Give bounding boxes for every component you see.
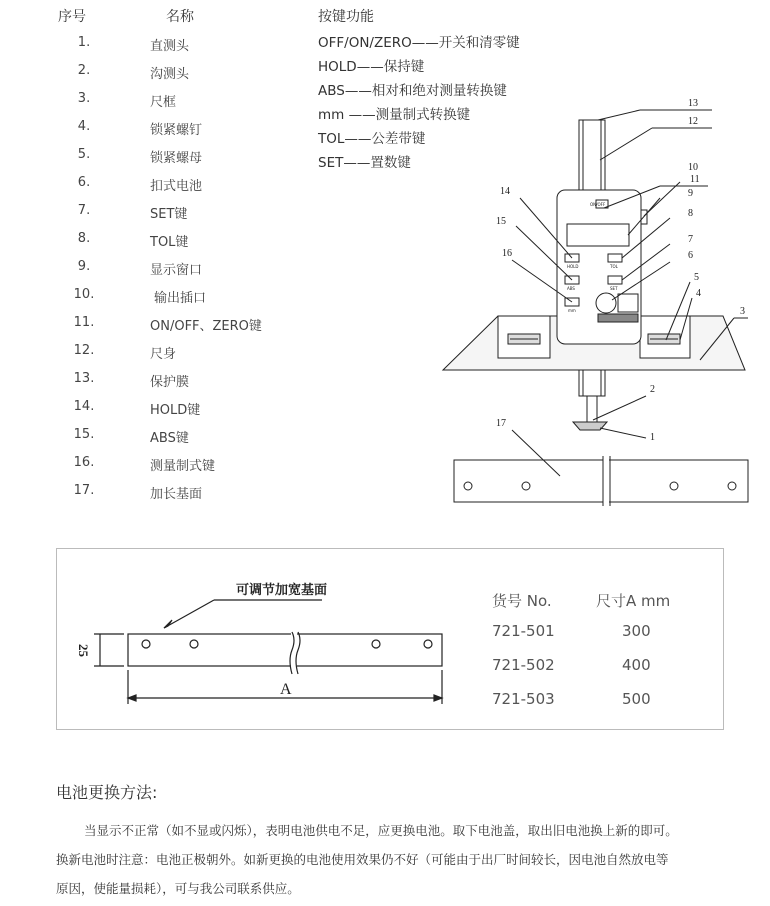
part-name: 显示窗口 xyxy=(150,263,203,278)
callout-15: 15 xyxy=(496,216,506,227)
part-no: 3. xyxy=(77,91,91,106)
spec-no: 721-502 xyxy=(492,656,555,674)
callout-3: 3 xyxy=(740,306,745,317)
callout-5: 5 xyxy=(694,272,699,283)
callout-16: 16 xyxy=(502,248,512,259)
part-name: 测量制式键 xyxy=(150,459,216,474)
part-name: TOL键 xyxy=(150,235,189,250)
spec-no: 721-501 xyxy=(492,622,555,640)
callout-1: 1 xyxy=(650,432,655,443)
part-name: 锁紧螺钉 xyxy=(150,123,203,138)
callout-2: 2 xyxy=(650,384,655,395)
part-no: 12. xyxy=(73,343,95,358)
callout-8: 8 xyxy=(688,208,693,219)
key-function-line: ABS——相对和绝对测量转换键 xyxy=(318,83,507,99)
extension-base-label: 可调节加宽基面 xyxy=(236,582,328,597)
set-button xyxy=(608,276,622,284)
callout-7: 7 xyxy=(688,234,693,245)
part-no: 6. xyxy=(77,175,91,190)
spec-size: 300 xyxy=(622,622,651,640)
part-no: 8. xyxy=(77,231,91,246)
callout-10: 10 xyxy=(688,162,698,173)
callout-14: 14 xyxy=(500,186,510,197)
set-label: SET xyxy=(610,286,618,291)
callout-12: 12 xyxy=(688,116,698,127)
battery-section-title: 电池更换方法: xyxy=(56,783,158,802)
mm-label: mm xyxy=(568,308,576,313)
on-off-label: ON/OFF xyxy=(590,202,606,207)
part-name: ON/OFF、ZERO键 xyxy=(150,319,262,334)
key-function-line: OFF/ON/ZERO——开关和清零键 xyxy=(318,35,520,51)
part-name: 直测头 xyxy=(150,39,190,54)
key-functions-title: 按键功能 xyxy=(318,9,374,25)
spec-col2-header: 尺寸A mm xyxy=(596,592,671,610)
tol-label: TOL xyxy=(610,264,618,269)
callout-6: 6 xyxy=(688,250,693,261)
part-no: 15. xyxy=(73,427,95,442)
part-name: 保护膜 xyxy=(150,375,190,390)
part-no: 13. xyxy=(73,371,95,386)
battery-paragraph-line: 换新电池时注意：电池正极朝外。如新更换的电池使用效果仍不好（可能由于出厂时间较长，因电池自然放电等 xyxy=(56,852,669,867)
part-name: 锁紧螺母 xyxy=(150,151,203,166)
parts-header-no: 序号 xyxy=(58,9,86,25)
part-no: 11. xyxy=(73,315,95,330)
part-no: 5. xyxy=(77,147,91,162)
part-no: 16. xyxy=(73,455,95,470)
part-no: 17. xyxy=(73,483,95,498)
part-name: ABS键 xyxy=(150,431,189,446)
abs-label: ABS xyxy=(567,286,575,291)
part-name: 沟测头 xyxy=(150,67,190,82)
callout-17: 17 xyxy=(496,418,506,429)
spec-size: 400 xyxy=(622,656,651,674)
spec-no: 721-503 xyxy=(492,690,555,708)
part-no: 14. xyxy=(73,399,95,414)
part-name: 加长基面 xyxy=(150,487,203,502)
tol-button xyxy=(608,254,622,262)
spec-size: 500 xyxy=(622,690,651,708)
callout-9: 9 xyxy=(688,188,693,199)
extension-base xyxy=(454,460,748,502)
part-no: 7. xyxy=(77,203,91,218)
callout-11: 11 xyxy=(690,174,700,185)
part-no: 10. xyxy=(73,287,95,302)
part-name: HOLD键 xyxy=(150,403,201,418)
part-no: 4. xyxy=(77,119,91,134)
part-name: 尺身 xyxy=(150,347,177,362)
part-name: 扣式电池 xyxy=(150,179,203,194)
key-function-line: SET——置数键 xyxy=(318,155,411,171)
battery-paragraph-line: 原因，使能量损耗），可与我公司联系供应。 xyxy=(56,881,300,896)
parts-header-name: 名称 xyxy=(166,9,194,25)
part-name: 输出插口 xyxy=(154,291,207,306)
height-dimension: 25 xyxy=(76,644,91,657)
part-name: 尺框 xyxy=(150,95,177,110)
part-no: 2. xyxy=(77,63,91,78)
callout-13: 13 xyxy=(688,98,698,109)
battery xyxy=(596,293,616,313)
key-function-line: HOLD——保持键 xyxy=(318,59,425,75)
key-function-line: mm ——测量制式转换键 xyxy=(318,107,471,123)
key-function-line: TOL——公差带键 xyxy=(318,131,426,147)
callout-4: 4 xyxy=(696,288,701,299)
length-dimension: A xyxy=(280,681,292,698)
display-window xyxy=(567,224,629,246)
part-no: 9. xyxy=(77,259,91,274)
part-no: 1. xyxy=(77,35,91,50)
part-name: SET键 xyxy=(150,207,188,222)
hold-label: HOLD xyxy=(567,264,579,269)
spec-col1-header: 货号 No. xyxy=(492,592,552,610)
battery-paragraph-line: 当显示不正常（如不显或闪烁），表明电池供电不足，应更换电池。取下电池盖，取出旧电池换上新的即可。 xyxy=(84,823,678,838)
